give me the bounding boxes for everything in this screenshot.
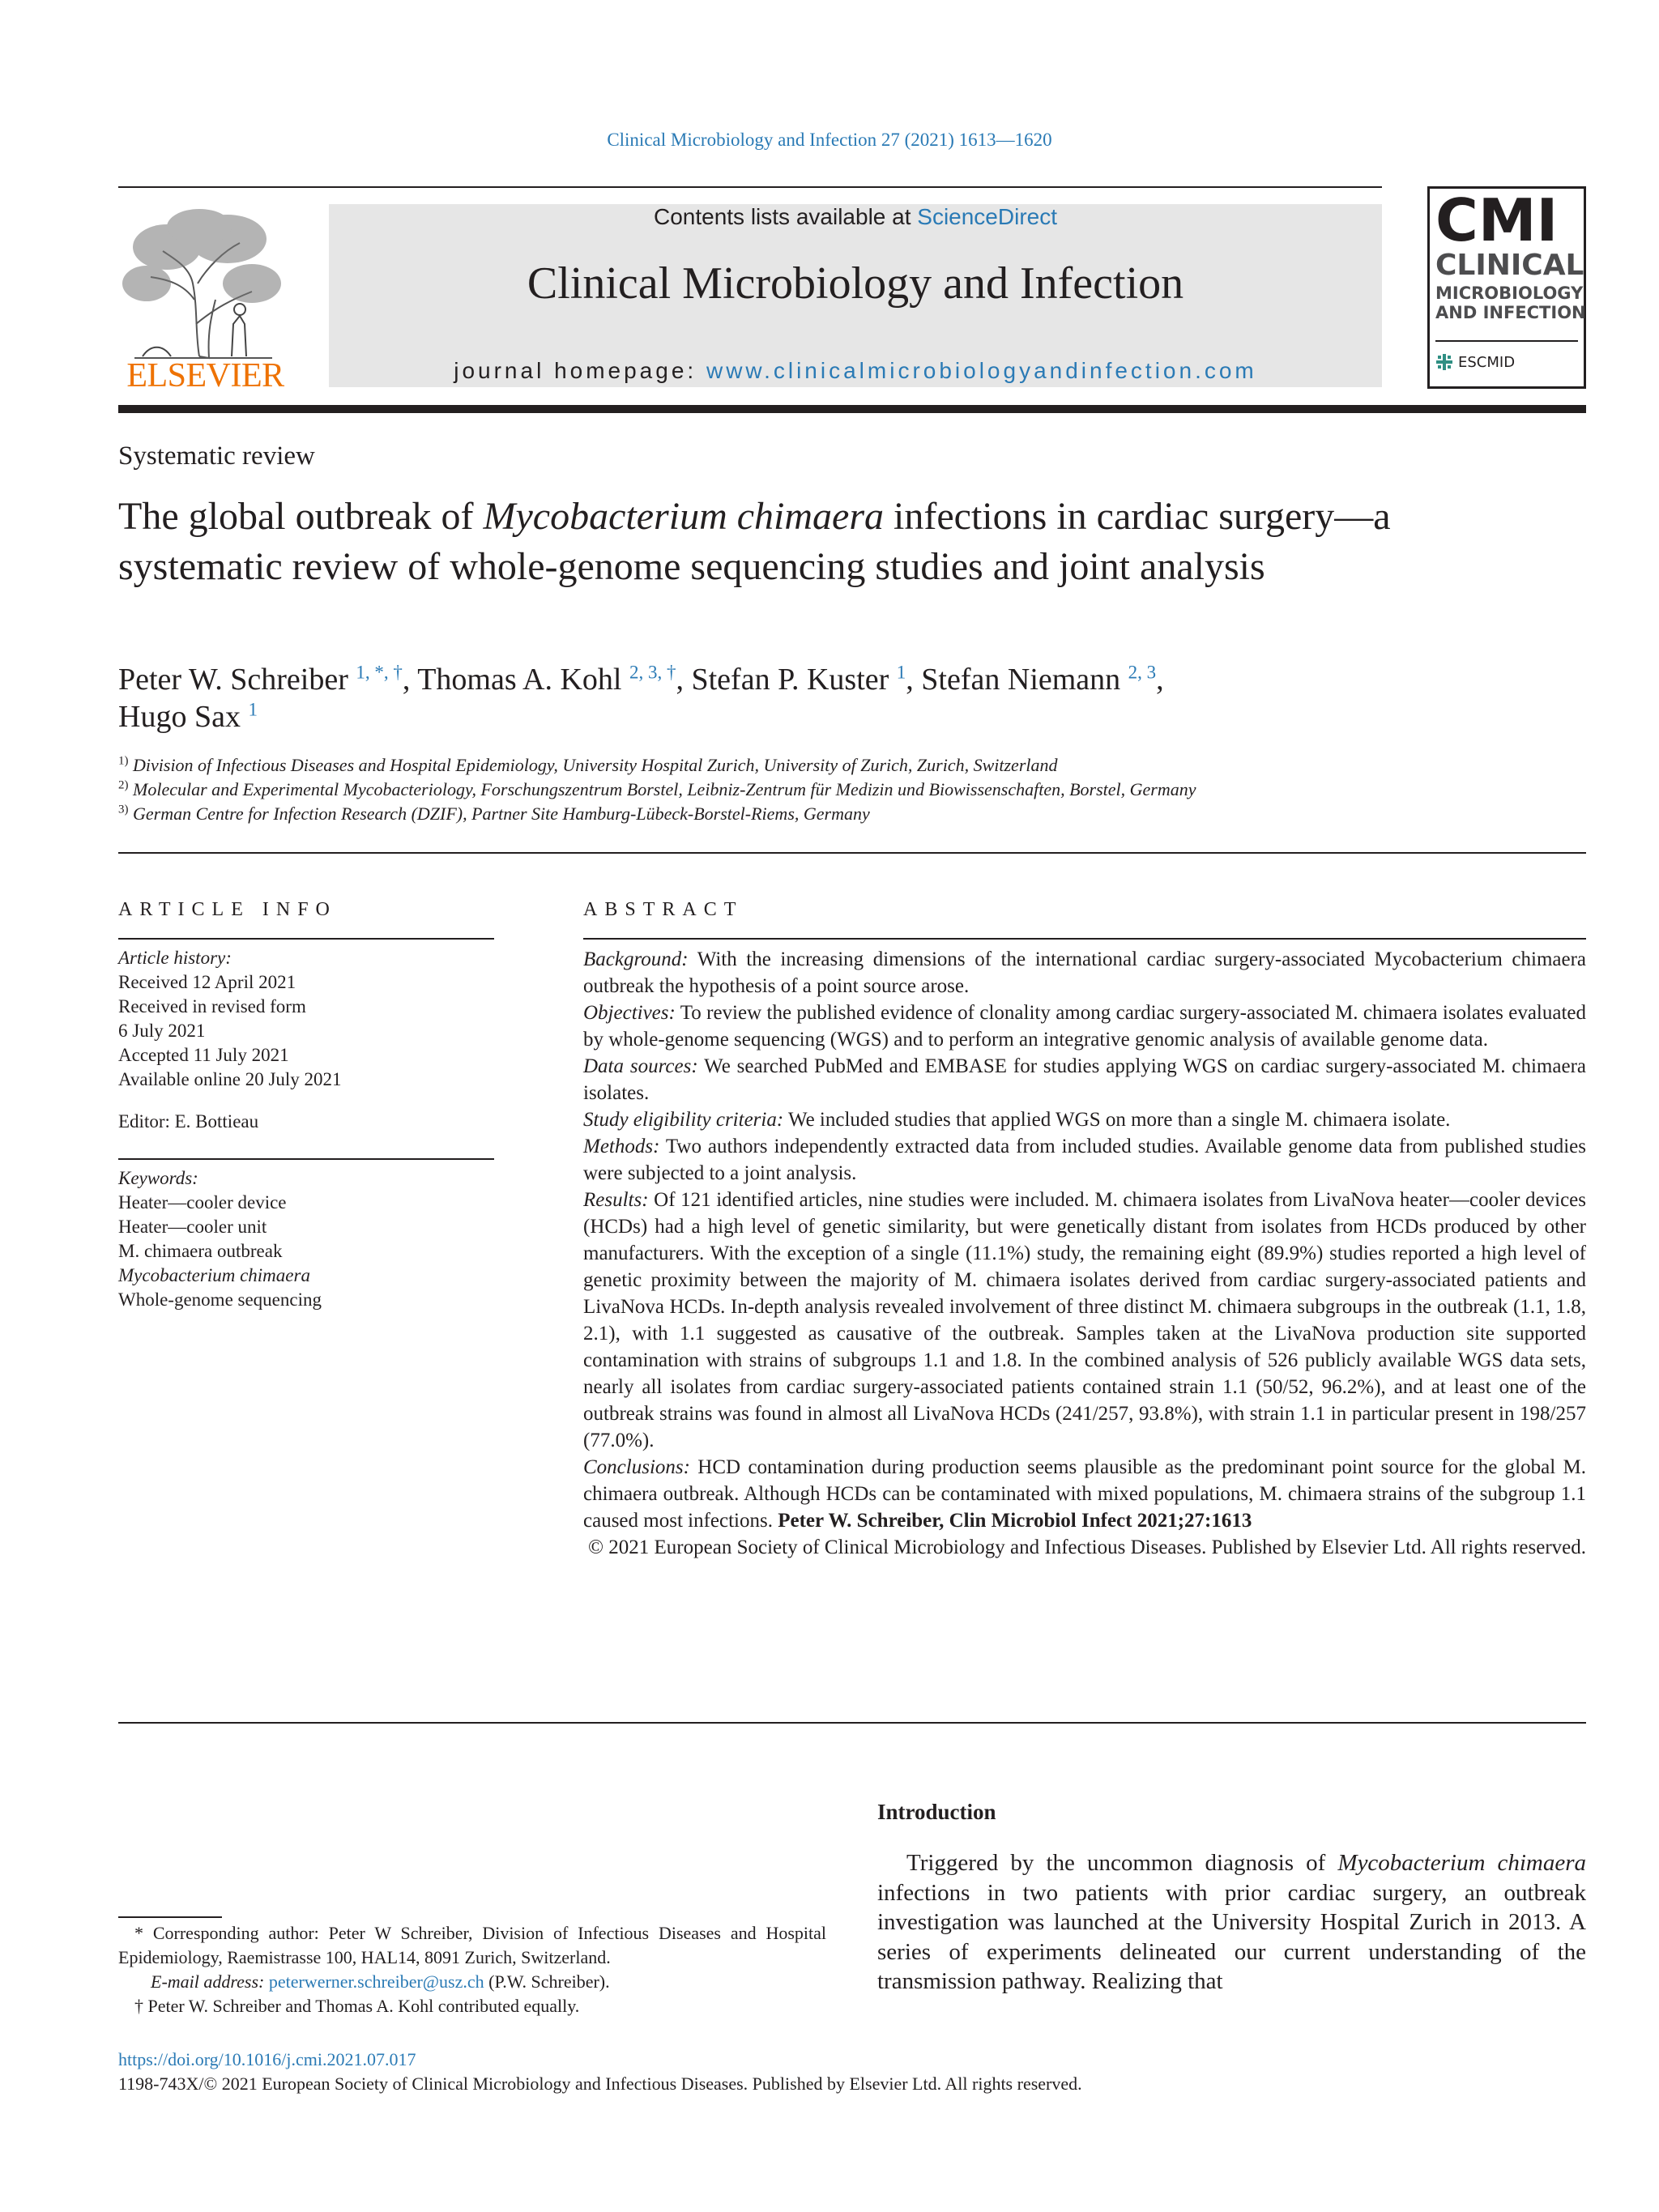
keyword: Mycobacterium chimaera — [118, 1265, 310, 1285]
abstract-objectives — [583, 999, 1586, 1053]
affiliation-text: German Centre for Infection Research (DZIF), Partner Site Hamburg-Lübeck-Borstel-Riems, Germany — [133, 803, 870, 824]
keyword: M. chimaera outbreak — [118, 1241, 283, 1261]
author-name[interactable]: Thomas A. Kohl — [417, 663, 622, 697]
author-affiliation-marks[interactable]: 2, 3, † — [629, 662, 676, 683]
author-name[interactable]: Peter W. Schreiber — [118, 663, 348, 697]
escmid-logo — [1435, 353, 1515, 371]
abstract-label: Results: — [583, 1189, 649, 1211]
abstract-heading: ABSTRACT — [583, 899, 744, 920]
author-affiliation-marks[interactable]: 1, *, † — [356, 662, 403, 683]
title-part-2: infections in cardiac surgery—a systematic review of whole-genome sequencing studies and joint analysis — [118, 495, 1391, 588]
abstract-label: Background: — [583, 948, 689, 970]
affiliation-number: 2) — [118, 778, 129, 792]
article-info-rule — [118, 938, 494, 940]
author-separator: , — [402, 663, 418, 697]
footnotes — [118, 1921, 826, 2018]
keyword: Whole-genome sequencing — [118, 1289, 322, 1310]
history-label: Article history: — [118, 948, 232, 968]
author-name[interactable]: Stefan Niemann — [921, 663, 1121, 697]
affiliation-item — [118, 802, 1495, 826]
escmid-mark-icon — [1435, 353, 1453, 371]
email-note — [118, 1970, 826, 1994]
keyword: Heater—cooler device — [118, 1192, 287, 1213]
abstract-text: To review the published evidence of clonality among cardiac surgery-associated M. chimaera isolates evaluated by whole-genome sequencing (WGS) and to perform an integrative genomic analysis of available genome data. — [583, 1002, 1586, 1051]
keywords-label: Keywords: — [118, 1168, 198, 1188]
history-item: 6 July 2021 — [118, 1021, 206, 1041]
abstract-citation: Peter W. Schreiber, Clin Microbiol Infect 2021;27:1613 — [778, 1510, 1252, 1532]
title-italic-organism: Mycobacterium chimaera — [483, 495, 885, 538]
email-label: E-mail address: — [151, 1971, 269, 1992]
introduction-paragraph — [877, 1848, 1586, 1997]
author-separator: , — [906, 663, 922, 697]
footnote-rule — [118, 1916, 222, 1918]
author-list — [118, 661, 1495, 735]
abstract-copyright: © 2021 European Society of Clinical Microbiology and Infectious Diseases. Published by Elsevier Ltd. All rights reserved. — [588, 1536, 1586, 1558]
email-suffix: (P.W. Schreiber). — [484, 1971, 610, 1992]
article-title — [118, 492, 1414, 592]
abstract-label: Methods: — [583, 1136, 660, 1157]
homepage-prefix: journal homepage: — [454, 358, 706, 383]
affiliation-list — [118, 753, 1495, 826]
abstract-bottom-rule — [118, 1722, 1586, 1724]
contents-prefix: Contents lists available at — [653, 204, 918, 229]
abstract-conclusions — [583, 1454, 1586, 1534]
editor: Editor: E. Bottieau — [118, 1111, 259, 1132]
abstract-label: Objectives: — [583, 1002, 676, 1024]
masthead-bottom-rule — [118, 405, 1586, 413]
author-affiliation-marks[interactable]: 1 — [248, 699, 258, 720]
journal-title: Clinical Microbiology and Infection — [527, 258, 1184, 309]
header-divider — [118, 852, 1586, 854]
journal-citation-link[interactable]: Clinical Microbiology and Infection 27 (2021) 1613—1620 — [607, 130, 1052, 150]
intro-text: Triggered by the uncommon diagnosis of — [906, 1850, 1338, 1876]
author-name[interactable]: Stefan P. Kuster — [691, 663, 889, 697]
abstract-text: Two authors independently extracted data from included studies. Available genome data from published studies were subjected to a joint analysis. — [583, 1136, 1586, 1184]
history-item: Received in revised form — [118, 996, 306, 1016]
article-type: Systematic review — [118, 441, 315, 471]
abstract-eligibility — [583, 1106, 1586, 1133]
history-item: Available online 20 July 2021 — [118, 1069, 342, 1089]
cmi-logo-line3: AND INFECTION — [1435, 303, 1586, 322]
escmid-text: ESCMID — [1458, 353, 1516, 371]
keywords-rule — [118, 1158, 494, 1160]
abstract-label: Data sources: — [583, 1055, 698, 1077]
email-link[interactable]: peterwerner.schreiber@usz.ch — [268, 1971, 484, 1992]
cmi-logo-rule — [1435, 340, 1578, 342]
affiliation-number: 3) — [118, 803, 129, 816]
affiliation-text: Molecular and Experimental Mycobacteriology, Forschungszentrum Borstel, Leibniz-Zentrum für Medizin und Biowissenschaften, Borstel, Germany — [133, 779, 1196, 799]
abstract-body — [583, 946, 1586, 1561]
affiliation-item — [118, 753, 1495, 778]
intro-text: infections in two patients with prior cardiac surgery, an outbreak investigation was launched at the University Hospital Zurich in 2013. A series of experiments delineated our current understanding of the transmission pathway. Realizing that — [877, 1879, 1586, 1994]
author-separator: , — [676, 663, 692, 697]
abstract-label: Conclusions: — [583, 1456, 690, 1478]
title-part-1: The global outbreak of — [118, 495, 484, 538]
author-separator: , — [1156, 663, 1164, 697]
cmi-logo-clinical: CLINICAL — [1435, 249, 1584, 282]
cmi-logo-subtitle — [1435, 283, 1586, 322]
cmi-logo-line2: MICROBIOLOGY — [1435, 283, 1584, 303]
history-item: Received 12 April 2021 — [118, 972, 296, 992]
contents-availability-line — [329, 204, 1382, 230]
abstract-text: With the increasing dimensions of the international cardiac surgery-associated Mycobacterium chimaera outbreak the hypothesis of a point source arose. — [583, 948, 1586, 997]
equal-contribution-note: † Peter W. Schreiber and Thomas A. Kohl contributed equally. — [134, 1996, 580, 2016]
abstract-text: Of 121 identified articles, nine studies were included. M. chimaera isolates from LivaNova heater—cooler devices (HCDs) had a high level of genetic similarity, but were genetically distant from isolates from HCDs produced by other manufacturers. With the exception of a single (11.1%) study, the remaining eight (89.9%) studies reported a high level of genetic proximity between the majority of M. chimaera isolates derived from cardiac surgery-associated patients and LivaNova HCDs. In-depth analysis revealed involvement of three distinct M. chimaera subgroups in the outbreak (1.1, 1.8, 2.1), with 1.1 suggested as causative of the outbreak. Samples taken at the LivaNova production site supported contamination with strains of subgroups 1.1 and 1.8. In the combined analysis of 526 publicly available WGS data sets, nearly all isolates from cardiac surgery-associated patients contained strain 1.1 (50/52, 96.2%), and at least one of the outbreak strains was found in almost all LivaNova HCDs (241/257, 93.8%), with strain 1.1 in particular present in 198/257 (77.0%). — [583, 1189, 1586, 1451]
abstract-data-sources — [583, 1053, 1586, 1106]
author-affiliation-marks[interactable]: 2, 3 — [1128, 662, 1157, 683]
abstract-results — [583, 1187, 1586, 1454]
abstract-text: HCD contamination during production seems plausible as the predominant point source for the global M. chimaera outbreak. Although HCDs can be contaminated with mixed populations, M. chimaera strains of the subgroup 1.1 caused most infections. — [583, 1456, 1586, 1532]
article-info-panel — [118, 946, 494, 1134]
abstract-rule — [583, 938, 1586, 940]
abstract-label: Study eligibility criteria: — [583, 1109, 784, 1131]
cmi-logo-abbr: CMI — [1435, 186, 1559, 254]
journal-homepage-line — [329, 358, 1382, 384]
elsevier-wordmark: ELSEVIER — [126, 357, 284, 394]
affiliation-text: Division of Infectious Diseases and Hospital Epidemiology, University Hospital Zurich, University of Zurich, Zurich, Switzerland — [133, 755, 1058, 775]
header-rule — [118, 186, 1382, 188]
sciencedirect-link[interactable]: ScienceDirect — [917, 204, 1057, 229]
keyword: Heater—cooler unit — [118, 1217, 267, 1237]
keywords-panel — [118, 1166, 494, 1312]
article-info-heading: ARTICLE INFO — [118, 899, 337, 920]
affiliation-item — [118, 778, 1495, 802]
intro-italic-organism: Mycobacterium chimaera — [1337, 1850, 1586, 1876]
corresponding-author-note: * Corresponding author: Peter W Schreiber, Division of Infectious Diseases and Hospital Epidemiology, Raemistrasse 100, HAL14, 8091 Zurich, Switzerland. — [118, 1923, 826, 1967]
abstract-methods — [583, 1133, 1586, 1187]
introduction-heading: Introduction — [877, 1800, 996, 1824]
history-item: Accepted 11 July 2021 — [118, 1045, 289, 1065]
author-name[interactable]: Hugo Sax — [118, 700, 241, 734]
abstract-text: We searched PubMed and EMBASE for studies applying WGS on cardiac surgery-associated M. chimaera isolates. — [583, 1055, 1586, 1104]
abstract-text: We included studies that applied WGS on more than a single M. chimaera isolate. — [783, 1109, 1451, 1131]
affiliation-number: 1) — [118, 754, 129, 768]
doi-link[interactable]: https://doi.org/10.1016/j.cmi.2021.07.017 — [118, 2049, 416, 2069]
author-affiliation-marks[interactable]: 1 — [896, 662, 906, 683]
abstract-background — [583, 946, 1586, 999]
homepage-link[interactable]: www.clinicalmicrobiologyandinfection.com — [706, 358, 1257, 383]
issn-copyright: 1198-743X/© 2021 European Society of Clinical Microbiology and Infectious Diseases. Published by Elsevier Ltd. All rights reserved. — [118, 2073, 1082, 2094]
